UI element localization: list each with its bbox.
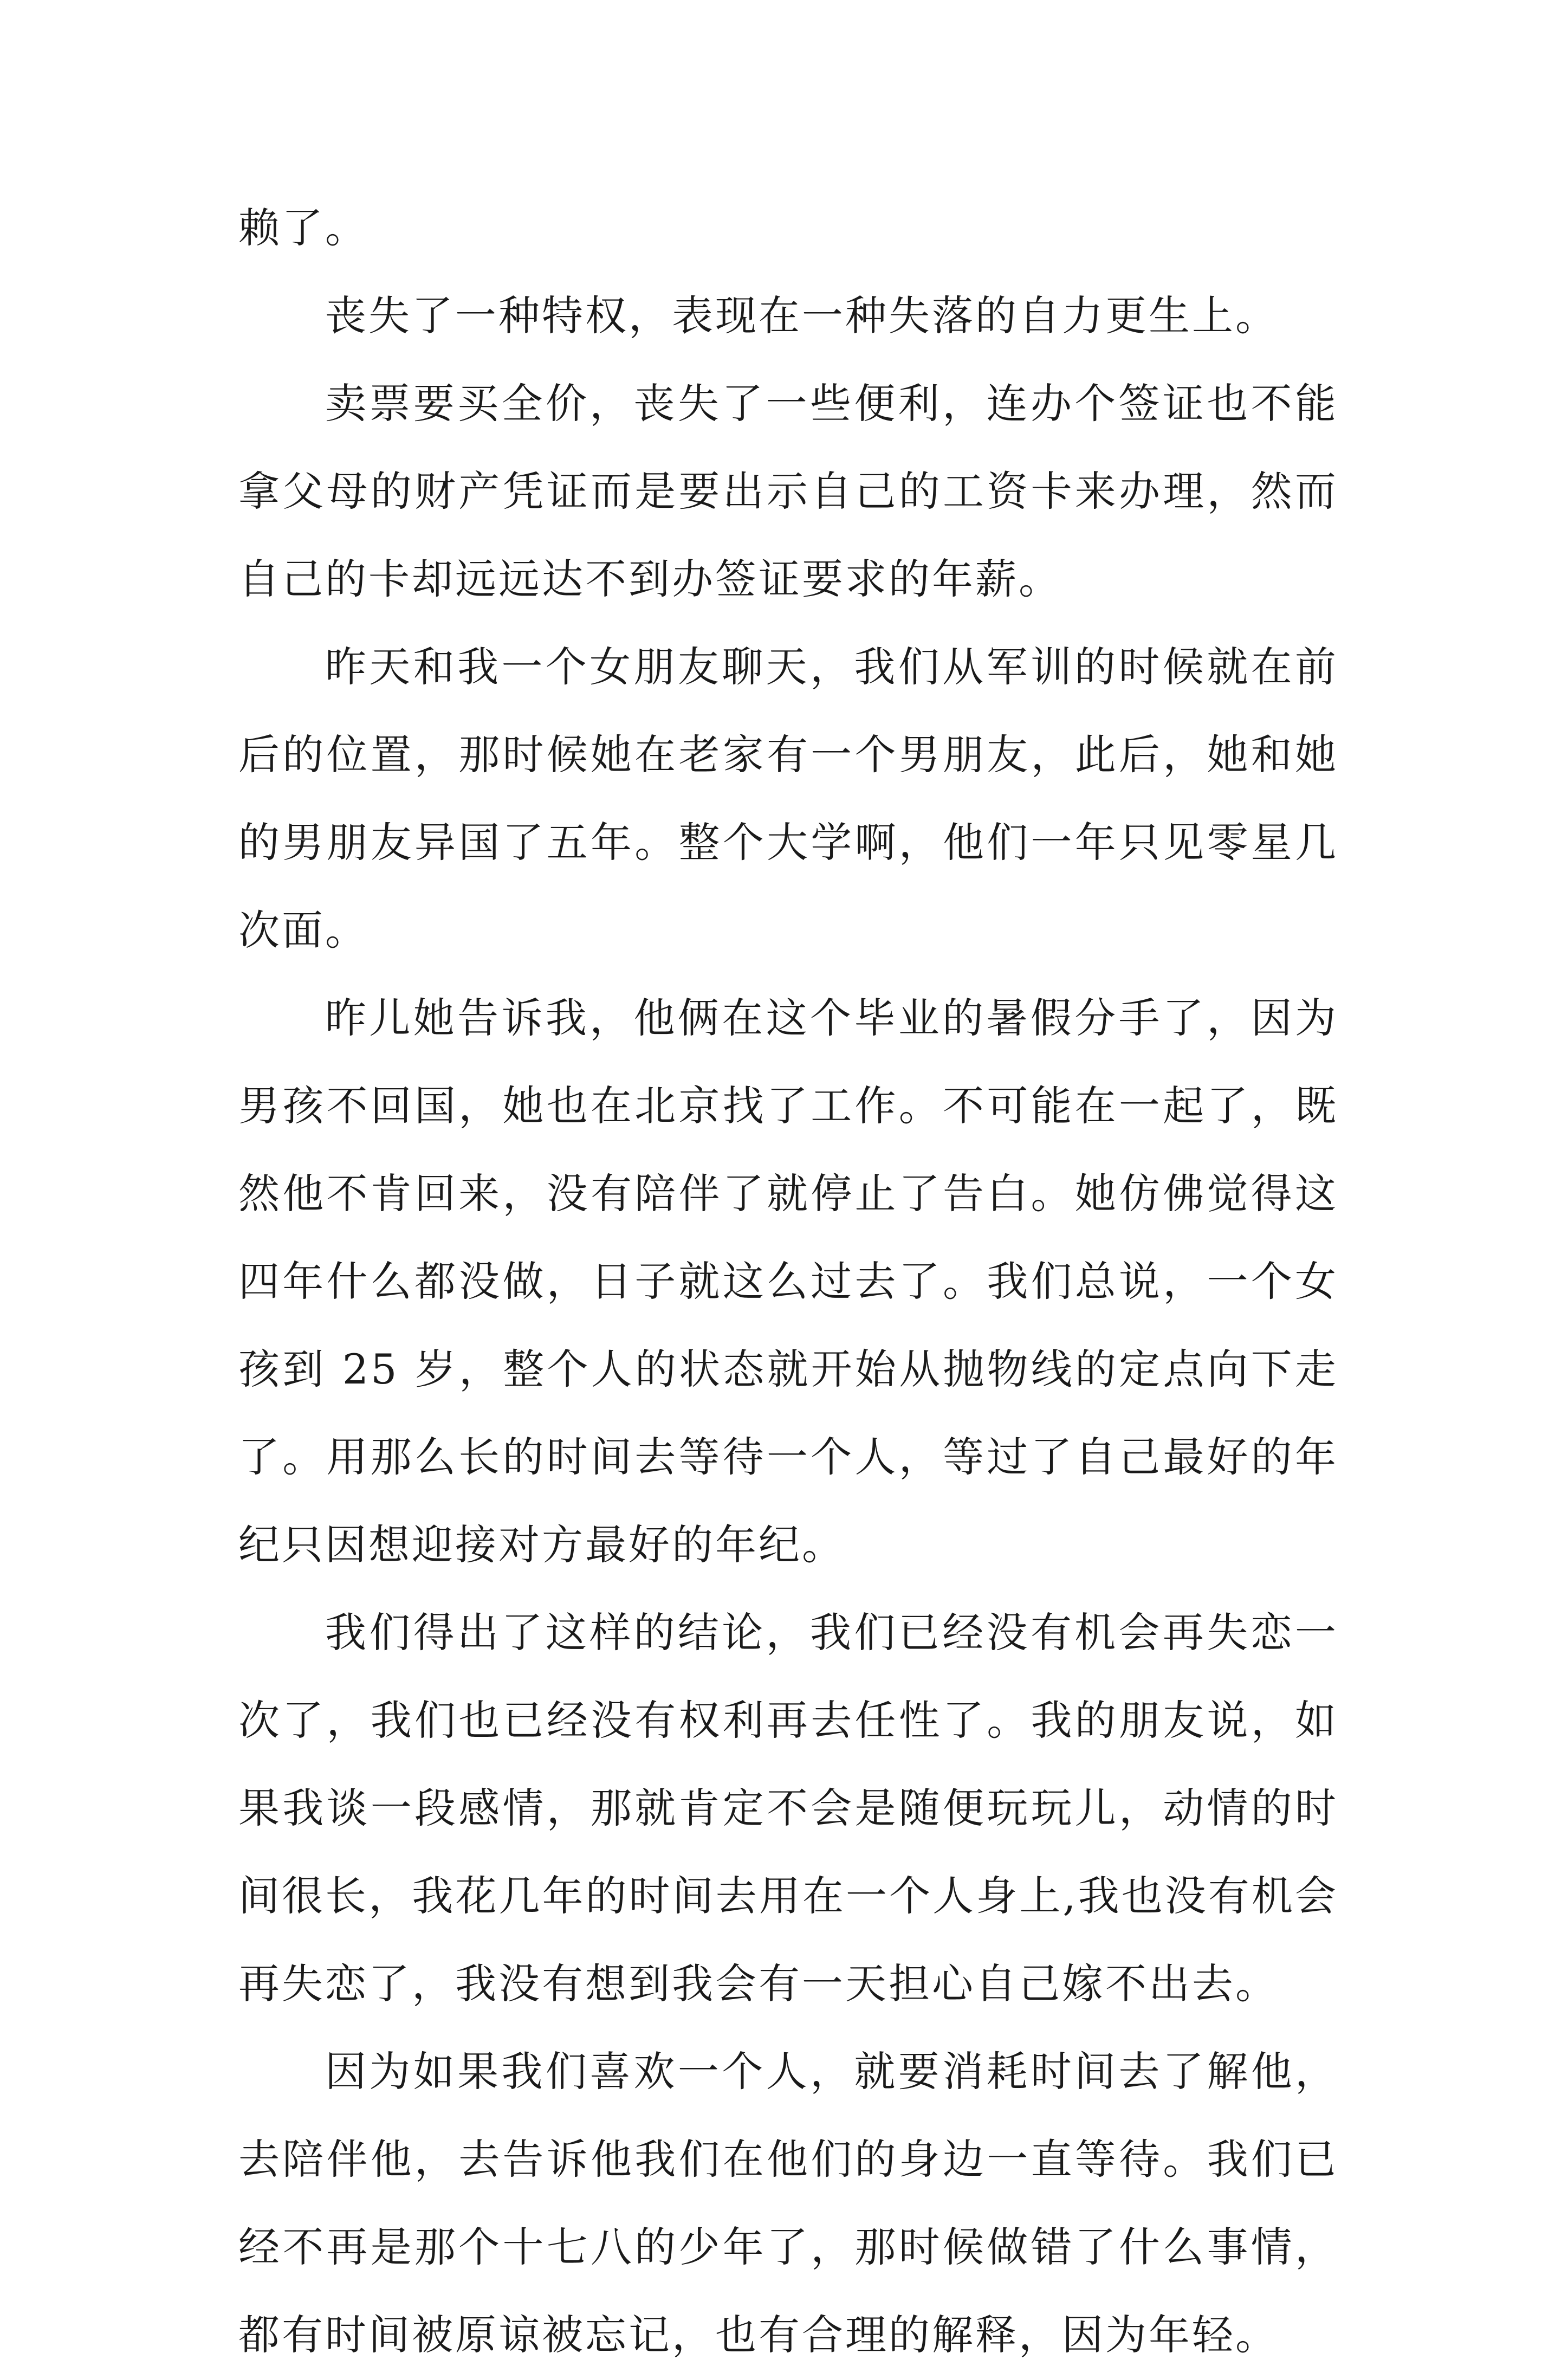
paragraph-7: 因为如果我们喜欢一个人，就要消耗时间去了解他，去陪伴他，去告诉他我们在他们的身边一直等待。我们已经不再是那个十七八的少年了，那时候做错了什么事情，都有时间被原谅被忘记，也有合理的解释，因为年轻。 <box>238 2047 1338 2359</box>
paragraph-1: 赖了。 <box>238 204 368 252</box>
paragraph-6: 我们得出了这样的结论，我们已经没有机会再失恋一次了，我们也已经没有权利再去任性了。我的朋友说，如果我谈一段感情，那就肯定不会是随便玩玩儿，动情的时间很长，我花几年的时间去用在一个人身上,我也没有机会再失恋了，我没有想到我会有一天担心自己嫁不出去。 <box>238 1608 1338 2008</box>
paragraph-4: 昨天和我一个女朋友聊天，我们从军训的时候就在前后的位置，那时候她在老家有一个男朋友，此后，她和她的男朋友异国了五年。整个大学啊，他们一年只见零星几次面。 <box>238 643 1338 954</box>
paragraph-5: 昨儿她告诉我，他俩在这个毕业的暑假分手了，因为男孩不回国，她也在北京找了工作。不可能在一起了，既然他不肯回来，没有陪伴了就停止了告白。她仿佛觉得这四年什么都没做，日子就这么过去了。我们总说，一个女孩到 25 岁，整个人的状态就开始从抛物线的定点向下走了。用那么长的时间去等待一个人，等过了自己最好的年纪只因想迎接对方最好的年纪。 <box>238 994 1338 1569</box>
paragraph-2: 丧失了一种特权，表现在一种失落的自力更生上。 <box>325 292 1279 340</box>
body-text <box>238 184 1338 2379</box>
paragraph-3: 卖票要买全价，丧失了一些便利，连办个签证也不能拿父母的财产凭证而是要出示自己的工资卡来办理，然而自己的卡却远远达不到办签证要求的年薪。 <box>238 379 1338 603</box>
